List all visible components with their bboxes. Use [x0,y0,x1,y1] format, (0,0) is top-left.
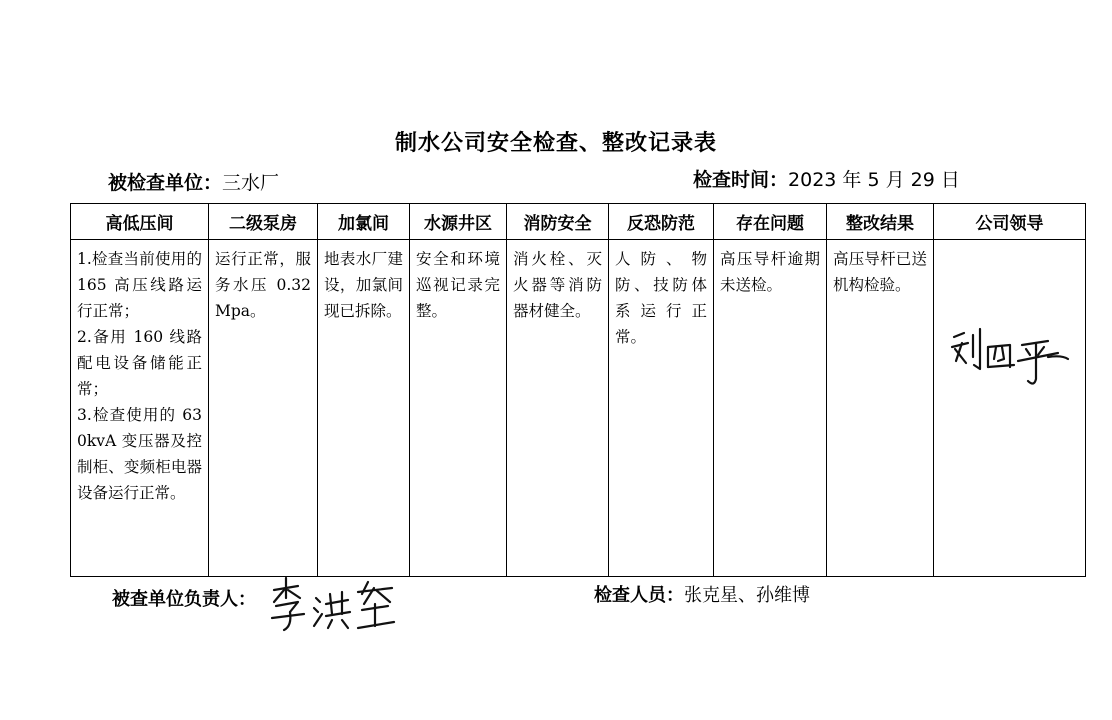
header-fire-safety: 消防安全 [507,204,609,240]
cell-water-well-area: 安全和环境巡视记录完整。 [410,240,507,577]
header-chlorine-room: 加氯间 [318,204,410,240]
header-pump-room: 二级泵房 [209,204,318,240]
table-header-row [71,204,1086,240]
cell-problems: 高压导杆逾期未送检。 [714,240,827,577]
cell-fire-safety: 消火栓、灭火器等消防器材健全。 [507,240,609,577]
leader-signature [948,325,1073,393]
inspectors [594,581,810,607]
inspection-time-value: 2023 年 5 月 29 日 [788,169,960,191]
inspectors-value: 张克星、孙维博 [684,585,810,606]
inspection-time-label: 检查时间： [693,169,789,191]
inspected-unit-value: 三水厂 [222,172,280,194]
cell-chlorine-room: 地表水厂建设，加氯间现已拆除。 [318,240,410,577]
voltage-item-2: 2.备用 160 线路配电设备储能正常； [77,328,202,398]
voltage-item-3: 3.检查使用的 630kvA 变压器及控制柜、变频柜电器设备运行正常。 [77,406,202,502]
cell-rectification: 高压导杆已送机构检验。 [827,240,934,577]
header-leader: 公司领导 [934,204,1086,240]
responsible-label: 被查单位负责人： [112,589,256,610]
inspected-unit-label: 被检查单位： [108,172,223,194]
record-table [70,203,1086,577]
voltage-item-1: 1.检查当前使用的 165 高压线路运行正常； [77,250,202,320]
inspectors-label: 检查人员： [594,585,684,606]
responsible-signature [268,574,400,636]
inspected-unit [108,168,279,195]
inspection-time [693,165,960,192]
cell-anti-terror: 人防、物防、技防体系运行正常。 [609,240,714,577]
cell-high-low-voltage [71,240,209,577]
header-problems: 存在问题 [714,204,827,240]
header-high-low-voltage: 高低压间 [71,204,209,240]
cell-leader-signature [934,240,1086,577]
header-rectification: 整改结果 [827,204,934,240]
responsible-person [112,585,256,611]
document-title: 制水公司安全检查、整改记录表 [394,131,717,156]
table-row [71,240,1086,577]
header-water-well-area: 水源井区 [410,204,507,240]
cell-pump-room: 运行正常，服务水压 0.32Mpa。 [209,240,318,577]
header-anti-terror: 反恐防范 [609,204,714,240]
